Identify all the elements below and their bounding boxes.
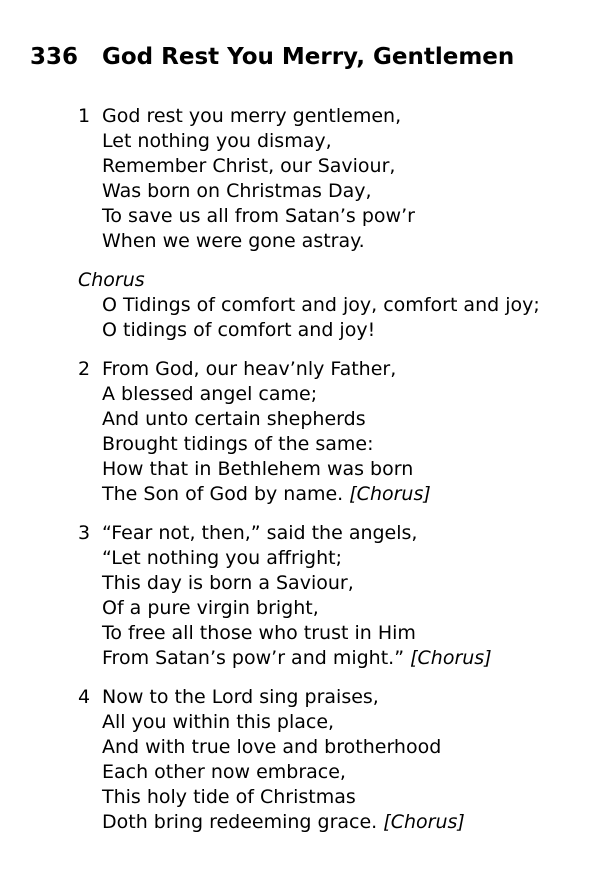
hymn-body [78,104,593,849]
chorus-reference: [Chorus] [410,647,492,669]
verse-line-text: Doth bring redeeming grace. [102,811,378,833]
verse-1 [78,104,593,254]
verse-line: This day is born a Saviour, [102,572,354,594]
verse-2 [78,357,593,507]
chorus-reference: [Chorus] [383,811,465,833]
verse-line: “Let nothing you affright; [102,547,342,569]
verse-line: Brought tidings of the same: [102,433,374,455]
chorus-heading: Chorus [78,269,145,291]
verse-line: Was born on Christmas Day, [102,180,372,202]
verse-line: To free all those who trust in Him [102,622,416,644]
chorus-lines [78,293,593,343]
verse-line: A blessed angel came; [102,383,318,405]
verse-line: How that in Bethlehem was born [102,458,414,480]
verse-3 [78,521,593,671]
verse-line-last [102,810,593,835]
verse-line: When we were gone astray. [102,230,365,252]
verse-line: And with true love and brotherhood [102,736,442,758]
chorus-reference: [Chorus] [349,483,431,505]
verse-line-last [102,646,593,671]
verse-line: And unto certain shepherds [102,408,366,430]
verse-number: 2 [78,358,91,380]
verse-line: Of a pure virgin bright, [102,597,319,619]
chorus [78,268,593,343]
chorus-line: O tidings of comfort and joy! [102,319,376,341]
verse-line-last [102,482,593,507]
verse-line-text: The Son of God by name. [102,483,344,505]
verse-line: Remember Christ, our Saviour, [102,155,396,177]
verse-number: 1 [78,105,91,127]
hymn-header [30,42,514,72]
verse-number: 3 [78,522,91,544]
verse-line: To save us all from Satan’s pow’r [102,205,415,227]
verse-line: God rest you merry gentlemen, [102,105,402,127]
verse-number: 4 [78,686,91,708]
verse-line: This holy tide of Christmas [102,786,356,808]
verse-line: All you within this place, [102,711,335,733]
verse-line: “Fear not, then,” said the angels, [102,522,418,544]
verse-4 [78,685,593,835]
hymn-title: God Rest You Merry, Gentlemen [102,44,515,70]
verse-line: Now to the Lord sing praises, [102,686,379,708]
verse-line: From God, our heav’nly Father, [102,358,397,380]
chorus-line: O Tidings of comfort and joy, comfort and joy; [102,294,540,316]
verse-line: Let nothing you dismay, [102,130,332,152]
verse-line-text: From Satan’s pow’r and might.” [102,647,405,669]
verse-line: Each other now embrace, [102,761,346,783]
hymn-number: 336 [30,44,79,70]
